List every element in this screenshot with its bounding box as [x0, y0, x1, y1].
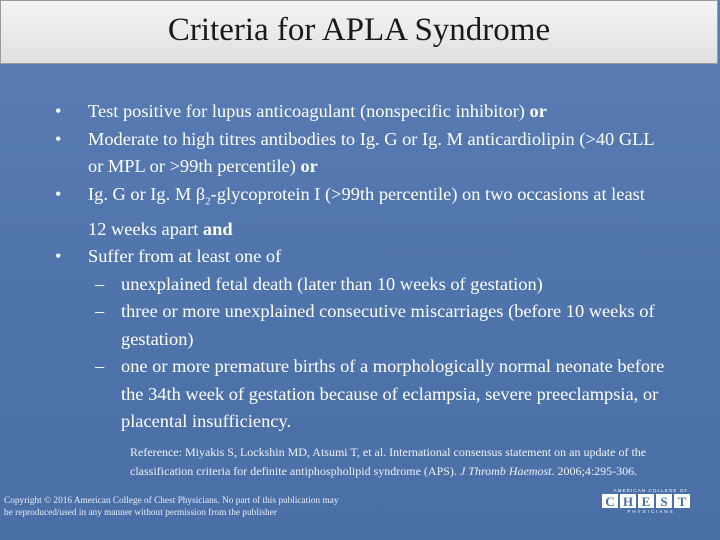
bullet-conjunction: and: [202, 218, 233, 239]
logo-letter-t: T: [674, 494, 690, 508]
bullet-marker: •: [55, 128, 62, 149]
criteria-list: [55, 98, 665, 436]
bullet-lupus-anticoagulant: [55, 98, 665, 126]
reference-journal: J Thromb Haemost: [459, 464, 552, 478]
bullet-anticardiolipin: [55, 126, 665, 181]
bullet-text: Moderate to high titres antibodies to Ig. G or Ig. M anticardiolipin (>40 GLL or MPL or >99th percentile): [88, 128, 654, 176]
bullet-marker: •: [55, 183, 62, 204]
bullet-suffer-from: [55, 243, 665, 271]
logo-letter-e: E: [638, 494, 654, 508]
copyright-notice: [4, 495, 424, 519]
sub-bullet-premature-births: [55, 353, 665, 436]
slide-title: Criteria for APLA Syndrome: [167, 11, 551, 48]
reference-tail: . 2006;4:295-306.: [551, 464, 638, 478]
sub-bullet-fetal-death: [55, 271, 665, 299]
bullet-conjunction: or: [529, 101, 547, 121]
logo-letter-s: S: [656, 494, 672, 508]
bullet-text-post: -glycoprotein I (>99th percentile) on two occasions at least 12 weeks apart: [88, 183, 645, 239]
beta-subscript: 2: [205, 195, 211, 208]
bullet-text: Suffer from at least one of: [88, 246, 282, 267]
sub-bullet-marker: –: [95, 273, 105, 294]
reference-citation: [130, 443, 680, 481]
bullet-text-pre: Ig. G or Ig. M: [88, 183, 196, 204]
bullet-beta2-glycoprotein: [55, 181, 665, 244]
beta-symbol: β: [195, 183, 206, 204]
sub-bullet-marker: –: [95, 301, 105, 322]
bullet-text: Test positive for lupus anticoagulant (nonspecific inhibitor): [88, 101, 530, 121]
sub-bullet-miscarriages: [55, 298, 665, 353]
logo-bottom-text: PHYSICIANS: [627, 509, 675, 514]
copyright-line-2: be reproduced/used in any manner without permission from the publisher: [4, 508, 277, 518]
bullet-conjunction: or: [300, 156, 318, 176]
chest-logo: [602, 487, 700, 519]
sub-bullet-marker: –: [95, 356, 105, 377]
reference-text: Reference: Miyakis S, Lockshin MD, Atsumi T, et al. International consensus statement on an update of the classification criteria for definite antiphospholipid syndrome (APS).: [130, 445, 647, 478]
bullet-marker: •: [55, 246, 62, 267]
sub-bullet-text: one or more premature births of a morphologically normal neonate before the 34th week of gestation because of eclampsia, severe preeclampsia, or placental insufficiency.: [121, 356, 665, 432]
title-box: [0, 0, 718, 64]
logo-letters: [602, 494, 700, 508]
logo-letter-h: H: [620, 494, 636, 508]
sub-bullet-text: three or more unexplained consecutive miscarriages (before 10 weeks of gestation): [121, 301, 655, 349]
copyright-line-1: Copyright © 2016 American College of Chest Physicians. No part of this publication may: [4, 496, 339, 506]
logo-letter-c: C: [602, 494, 618, 508]
sub-bullet-text: unexplained fetal death (later than 10 weeks of gestation): [121, 273, 543, 294]
bullet-marker: •: [55, 101, 62, 121]
logo-top-text: AMERICAN COLLEGE OF: [613, 488, 689, 493]
